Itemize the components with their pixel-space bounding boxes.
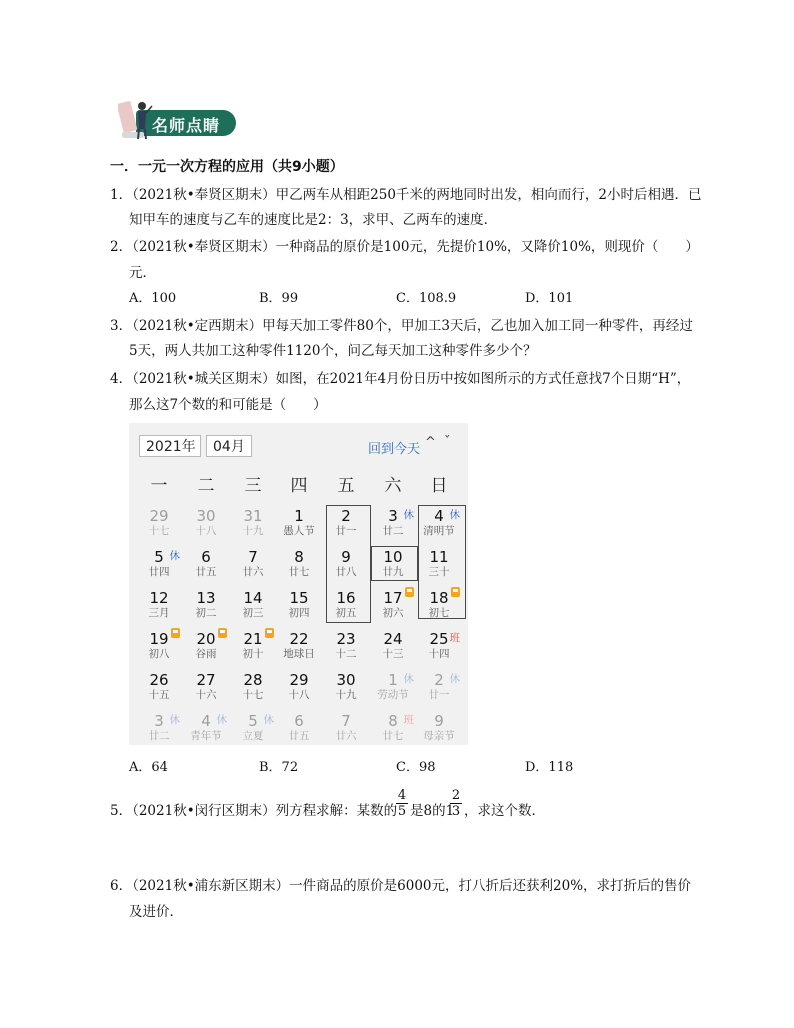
year-select[interactable]: 2021年 [139, 435, 201, 457]
holiday-badge: 休 [449, 673, 460, 685]
calendar-day-cell[interactable] [137, 628, 181, 666]
question-5-prefix: 5．（2021秋•闵行区期末）列方程求解：某数的 [110, 803, 398, 819]
lunar-date: 愚人节 [283, 525, 315, 537]
lunar-date: 廿一 [335, 525, 357, 537]
question-2-option-d: D．101 [525, 291, 574, 306]
calendar-widget [129, 423, 468, 745]
day-number: 5 [154, 548, 164, 566]
day-number: 4 [201, 712, 211, 730]
calendar-day-cell[interactable] [184, 546, 228, 584]
question-3-line-1: 3．（2021秋•定西期末）甲每天加工零件80个，甲加工3天后，乙也加入加工同一种零件，再经过 [110, 318, 693, 334]
chevron-up-icon[interactable]: ^ [425, 435, 436, 450]
weekday-label: 一 [150, 476, 168, 496]
lunar-date: 廿一 [428, 689, 450, 701]
calendar-day-cell[interactable] [231, 628, 275, 666]
question-4-option-a: A．64 [129, 760, 168, 775]
fraction-2-denominator: 3 [451, 804, 461, 819]
day-number: 15 [289, 589, 309, 607]
day-number: 31 [243, 507, 263, 525]
calendar-day-cell[interactable] [184, 587, 228, 625]
holiday-badge: 休 [403, 673, 414, 685]
lunar-date: 廿九 [382, 566, 404, 578]
weekday-label: 三 [244, 476, 262, 496]
calendar-day-cell[interactable] [277, 587, 321, 625]
holiday-badge: 休 [169, 714, 180, 726]
workday-badge: 班 [449, 632, 460, 644]
question-2-option-a: A．100 [129, 291, 177, 306]
calendar-day-cell[interactable] [277, 710, 321, 748]
day-number: 18 [429, 589, 449, 607]
question-2-option-b: B．99 [259, 291, 299, 306]
day-number: 11 [429, 548, 449, 566]
lunar-date: 十七 [242, 689, 264, 701]
calendar-day-cell[interactable] [231, 587, 275, 625]
question-6-line-1: 6．（2021秋•浦东新区期末）一件商品的原价是6000元，打八折后还获利20%，求打折后的售价 [110, 878, 692, 894]
lunar-date: 廿四 [148, 566, 170, 578]
fraction-2 [450, 788, 462, 819]
lunar-date: 劳动节 [377, 689, 409, 701]
calendar-day-cell[interactable] [324, 669, 368, 707]
fraction-1-numerator: 4 [397, 788, 407, 803]
calendar-day-cell[interactable] [184, 710, 228, 748]
lunar-date: 初七 [428, 607, 450, 619]
day-number: 12 [149, 589, 169, 607]
day-number: 27 [196, 671, 216, 689]
lunar-date: 地球日 [283, 648, 315, 660]
weekday-label: 五 [337, 476, 355, 496]
day-number: 13 [196, 589, 216, 607]
day-number: 23 [336, 630, 356, 648]
calendar-day-cell[interactable] [371, 628, 415, 666]
day-number: 10 [383, 548, 403, 566]
bus-icon [218, 628, 227, 638]
day-number: 9 [341, 548, 351, 566]
day-number: 19 [149, 630, 169, 648]
lunar-date: 廿七 [382, 730, 404, 742]
h-left-column-box [326, 505, 371, 623]
question-5-middle: 是8的1 [410, 803, 455, 819]
holiday-badge: 休 [403, 509, 414, 521]
calendar-day-cell[interactable] [137, 546, 181, 584]
lunar-date: 三十 [428, 566, 450, 578]
lunar-date: 廿七 [288, 566, 310, 578]
day-number: 1 [294, 507, 304, 525]
calendar-day-cell[interactable] [277, 505, 321, 543]
lunar-date: 廿六 [335, 730, 357, 742]
fraction-2-numerator: 2 [451, 788, 461, 803]
lunar-date: 立夏 [242, 730, 264, 742]
weekday-label: 六 [384, 476, 402, 496]
holiday-badge: 休 [216, 714, 227, 726]
weekday-label: 二 [197, 476, 215, 496]
lunar-date: 廿六 [242, 566, 264, 578]
day-number: 6 [294, 712, 304, 730]
section-banner [118, 96, 238, 140]
question-6-line-2: 及进价． [129, 904, 183, 920]
calendar-day-cell[interactable] [417, 710, 461, 748]
calendar-day-cell[interactable] [231, 669, 275, 707]
calendar-day-cell[interactable] [184, 669, 228, 707]
day-number: 29 [289, 671, 309, 689]
lunar-date: 清明节 [423, 525, 455, 537]
calendar-day-cell[interactable] [324, 628, 368, 666]
lunar-date: 初八 [148, 648, 170, 660]
lunar-date: 十九 [335, 689, 357, 701]
calendar-day-cell[interactable] [137, 669, 181, 707]
day-number: 17 [383, 589, 403, 607]
day-number: 28 [243, 671, 263, 689]
day-number: 6 [201, 548, 211, 566]
day-number: 3 [388, 507, 398, 525]
day-number: 4 [434, 507, 444, 525]
day-number: 16 [336, 589, 356, 607]
calendar-day-cell[interactable] [277, 546, 321, 584]
calendar-day-cell[interactable] [324, 710, 368, 748]
question-4-option-d: D．118 [525, 760, 574, 775]
lunar-date: 十三 [382, 648, 404, 660]
calendar-day-cell[interactable] [184, 505, 228, 543]
calendar-day-cell[interactable] [371, 669, 415, 707]
calendar-day-cell[interactable] [417, 628, 461, 666]
lunar-date: 十八 [288, 689, 310, 701]
weekday-label: 四 [290, 476, 308, 496]
calendar-day-cell[interactable] [371, 710, 415, 748]
bus-icon [265, 628, 274, 638]
calendar-day-cell[interactable] [137, 710, 181, 748]
lunar-date: 初五 [335, 607, 357, 619]
lunar-date: 廿八 [335, 566, 357, 578]
lunar-date: 十四 [428, 648, 450, 660]
question-3-line-2: 5天，两人共加工这种零件1120个，问乙每天加工这种零件多少个？ [129, 343, 537, 359]
lunar-date: 廿五 [288, 730, 310, 742]
day-number: 22 [289, 630, 309, 648]
calendar-day-cell[interactable] [184, 628, 228, 666]
question-2-line-1: 2．（2021秋•奉贤区期末）一种商品的原价是100元，先提价10%，又降价10%，则现价（ ） [110, 239, 699, 255]
day-number: 21 [243, 630, 263, 648]
question-4-line-1: 4．（2021秋•城关区期末）如图，在2021年4月份日历中按如图所示的方式任意找7个日期“H”， [110, 371, 691, 387]
day-number: 29 [149, 507, 169, 525]
question-1-line-1: 1．（2021秋•奉贤区期末）甲乙两车从相距250千米的两地同时出发，相向而行，2小时后相遇．已 [110, 187, 702, 203]
bus-icon [405, 587, 414, 597]
banner-title: 名师点睛 [152, 116, 221, 135]
bus-icon [171, 628, 180, 638]
workday-badge: 班 [403, 714, 414, 726]
month-select[interactable]: 04月 [206, 435, 252, 457]
question-5-suffix: ，求这个数． [464, 803, 545, 819]
lunar-date: 谷雨 [195, 648, 217, 660]
question-4-option-b: B．72 [259, 760, 299, 775]
day-number: 24 [383, 630, 403, 648]
question-4-option-c: C．98 [396, 760, 436, 775]
lunar-date: 初十 [242, 648, 264, 660]
day-number: 14 [243, 589, 263, 607]
lunar-date: 十八 [195, 525, 217, 537]
question-1-line-2: 知甲车的速度与乙车的速度比是2：3，求甲、乙两车的速度． [129, 212, 498, 228]
lunar-date: 廿五 [195, 566, 217, 578]
day-number: 25 [429, 630, 449, 648]
back-to-today-link[interactable]: 回到今天 [368, 442, 421, 457]
calendar-day-cell[interactable] [231, 710, 275, 748]
lunar-date: 十九 [242, 525, 264, 537]
calendar-day-cell[interactable] [371, 505, 415, 543]
holiday-badge: 休 [263, 714, 274, 726]
calendar-day-cell[interactable] [231, 505, 275, 543]
h-center-box [371, 546, 418, 581]
calendar-day-cell[interactable] [137, 587, 181, 625]
fraction-1 [396, 788, 408, 819]
day-number: 5 [248, 712, 258, 730]
weekday-label: 日 [430, 476, 448, 496]
lunar-date: 初四 [288, 607, 310, 619]
day-number: 8 [388, 712, 398, 730]
calendar-day-cell[interactable] [231, 546, 275, 584]
lunar-date: 初六 [382, 607, 404, 619]
lunar-date: 初三 [242, 607, 264, 619]
day-number: 7 [341, 712, 351, 730]
lunar-date: 母亲节 [423, 730, 455, 742]
holiday-badge: 休 [169, 550, 180, 562]
lunar-date: 十五 [148, 689, 170, 701]
day-number: 20 [196, 630, 216, 648]
day-number: 9 [434, 712, 444, 730]
day-number: 26 [149, 671, 169, 689]
day-number: 2 [434, 671, 444, 689]
question-4-line-2: 那么这7个数的和可能是（ ） [129, 397, 327, 413]
lunar-date: 廿二 [148, 730, 170, 742]
calendar-day-cell[interactable] [137, 505, 181, 543]
lunar-date: 青年节 [190, 730, 222, 742]
section-title: 一．一元一次方程的应用（共9小题） [110, 159, 344, 175]
question-2-line-2: 元． [129, 265, 156, 281]
calendar-day-cell[interactable] [277, 628, 321, 666]
calendar-day-cell[interactable] [417, 669, 461, 707]
day-number: 1 [388, 671, 398, 689]
question-2-option-c: C．108.9 [396, 291, 457, 306]
fraction-1-denominator: 5 [397, 804, 407, 819]
lunar-date: 廿二 [382, 525, 404, 537]
lunar-date: 初二 [195, 607, 217, 619]
lunar-date: 十六 [195, 689, 217, 701]
day-number: 30 [196, 507, 216, 525]
lunar-date: 三月 [148, 607, 170, 619]
lunar-date: 十二 [335, 648, 357, 660]
chevron-down-icon[interactable]: ˇ [444, 435, 451, 450]
day-number: 30 [336, 671, 356, 689]
day-number: 2 [341, 507, 351, 525]
h-right-column-box [418, 505, 466, 619]
holiday-badge: 休 [449, 509, 460, 521]
calendar-day-cell[interactable] [277, 669, 321, 707]
day-number: 8 [294, 548, 304, 566]
day-number: 7 [248, 548, 258, 566]
calendar-day-cell[interactable] [371, 587, 415, 625]
lunar-date: 十七 [148, 525, 170, 537]
day-number: 3 [154, 712, 164, 730]
